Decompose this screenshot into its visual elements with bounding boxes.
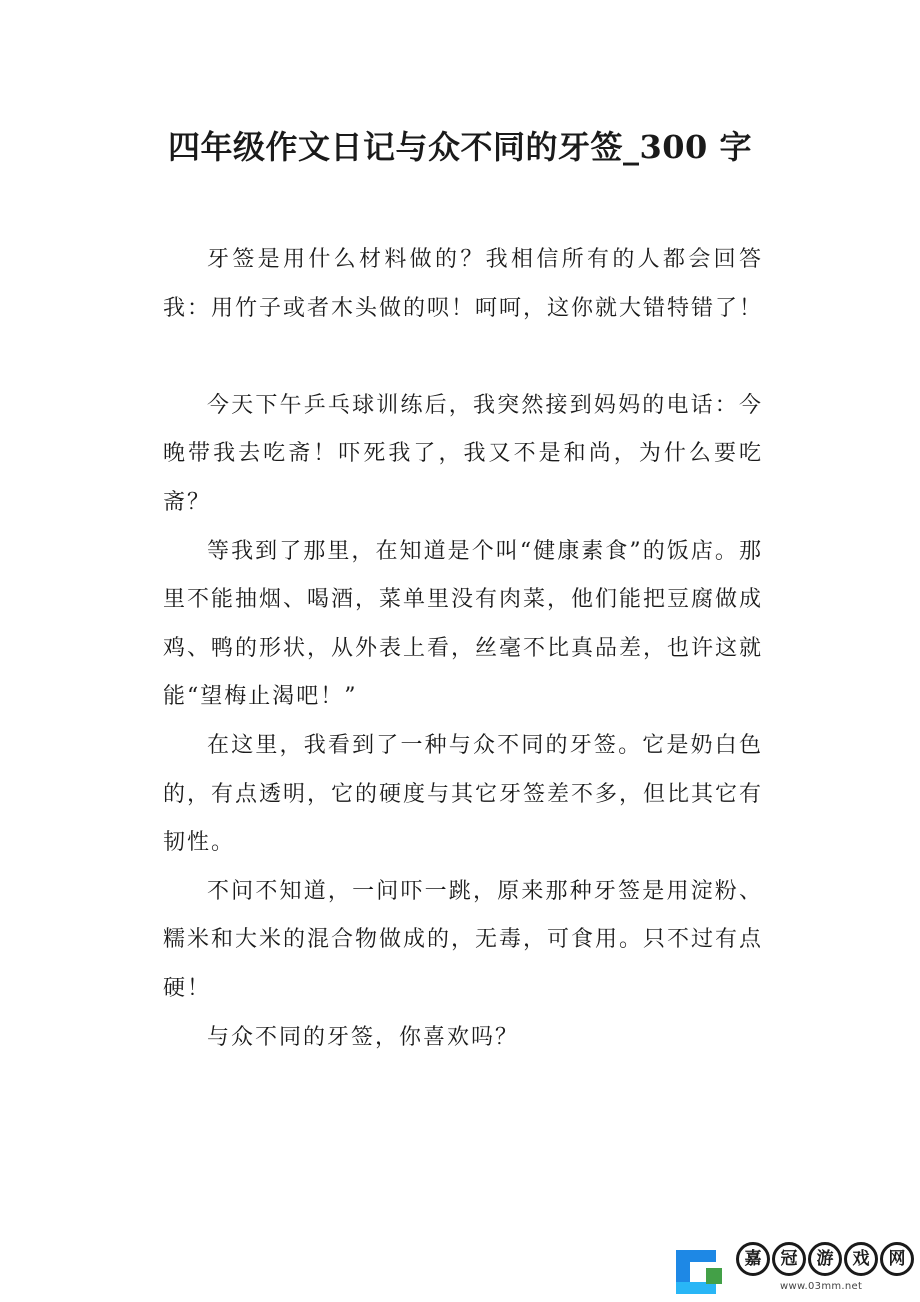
paragraph-2: 今天下午乒乓球训练后，我突然接到妈妈的电话：今晚带我去吃斋！吓死我了，我又不是和尚，为什么要吃斋？ bbox=[163, 392, 763, 515]
watermark-char-4: 戏 bbox=[844, 1242, 878, 1276]
watermark-char-3: 游 bbox=[808, 1242, 842, 1276]
paragraph-4: 在这里，我看到了一种与众不同的牙签。它是奶白色的，有点透明，它的硬度与其它牙签差不多，但比其它有韧性。 bbox=[163, 732, 764, 856]
watermark-url: www.03mm.net bbox=[780, 1281, 863, 1292]
site-watermark bbox=[672, 1240, 912, 1298]
watermark-char-5: 网 bbox=[880, 1242, 914, 1276]
watermark-characters bbox=[736, 1242, 914, 1276]
paragraph-3: 等我到了那里，在知道是个叫“健康素食”的饭店。那里不能抽烟、喝酒，菜单里没有肉菜，他们能把豆腐做成鸡、鸭的形状，从外表上看，丝毫不比真品差，也许这就能“望梅止渴吧！” bbox=[163, 538, 764, 710]
paragraph-5: 不问不知道，一问吓一跳，原来那种牙签是用淀粉、糯米和大米的混合物做成的，无毒，可食用。只不过有点硬！ bbox=[163, 878, 764, 1001]
paragraph-6: 与众不同的牙签，你喜欢吗？ bbox=[207, 1024, 520, 1050]
document-body bbox=[163, 236, 763, 1062]
site-logo-icon bbox=[672, 1244, 728, 1296]
document-title: 四年级作文日记与众不同的牙签_300 字 bbox=[168, 128, 752, 166]
watermark-char-1: 嘉 bbox=[736, 1242, 770, 1276]
watermark-char-2: 冠 bbox=[772, 1242, 806, 1276]
paragraph-1: 牙签是用什么材料做的？我相信所有的人都会回答我：用竹子或者木头做的呗！呵呵，这你就大错特错了！ bbox=[163, 247, 764, 321]
